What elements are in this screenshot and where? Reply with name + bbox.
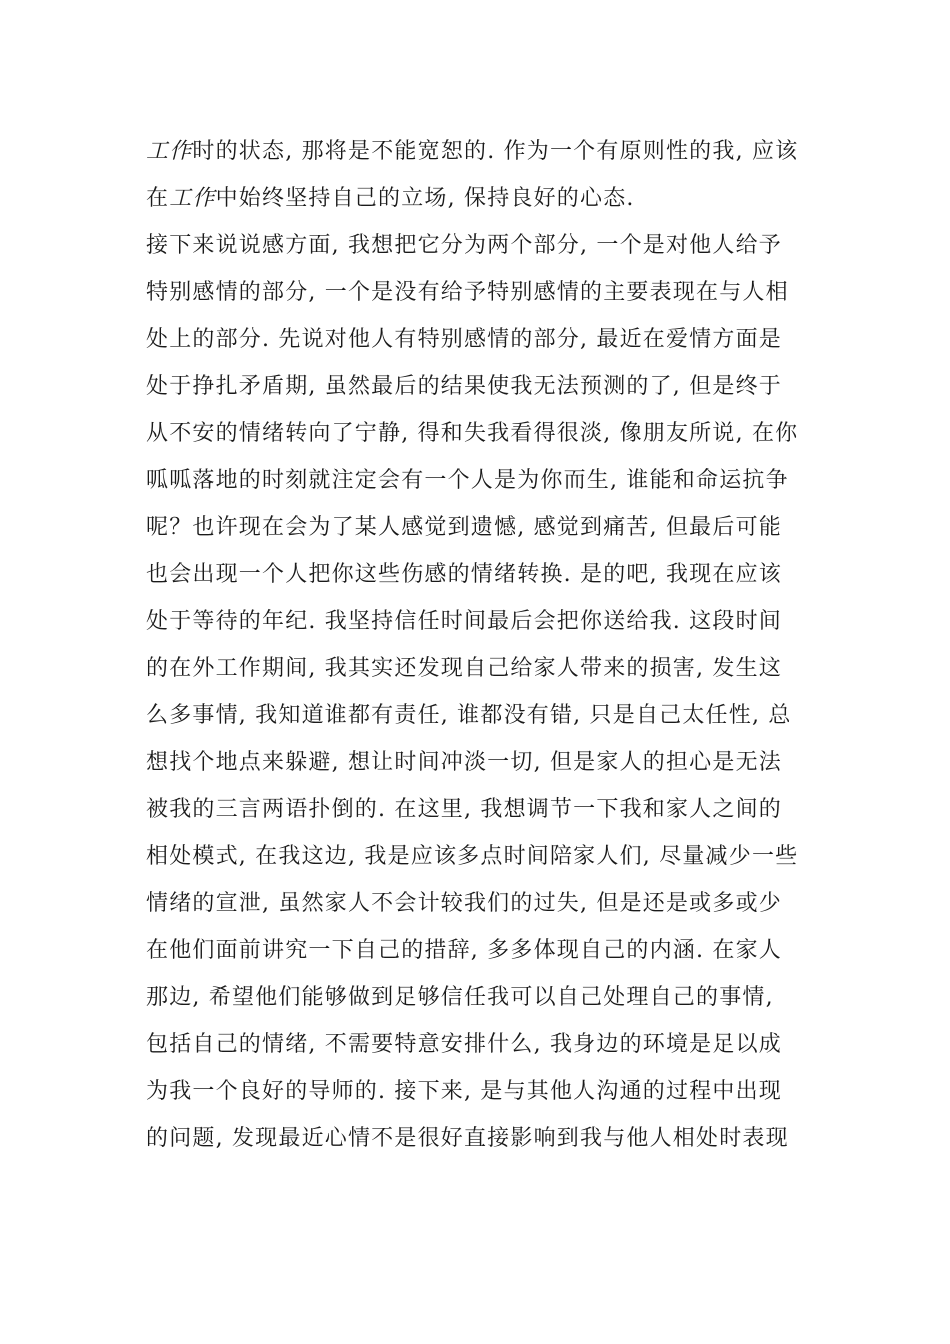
text-segment: 被我的三言两语扑倒的. 在这里, 我想调节一下我和家人之间的	[146, 797, 782, 822]
text-segment: 从不安的情绪转向了宁静, 得和失我看得很淡, 像朋友所说, 在你	[146, 421, 799, 446]
text-line	[146, 1077, 816, 1107]
text-segment: 呱呱落地的时刻就注定会有一个人是为你而生, 谁能和命运抗争	[146, 468, 789, 493]
text-segment: 也会出现一个人把你这些伤感的情绪转换. 是的吧, 我现在应该	[146, 562, 782, 587]
text-line	[146, 936, 816, 966]
text-line	[146, 513, 816, 543]
text-segment: 在	[146, 186, 170, 211]
text-segment: 为我一个良好的导师的. 接下来, 是与其他人沟通的过程中出现	[146, 1079, 782, 1104]
text-segment: 时的状态, 那将是不能宽恕的. 作为一个有原则性的我, 应该	[192, 139, 799, 164]
text-segment: 么多事情, 我知道谁都有责任, 谁都没有错, 只是自己太任性, 总	[146, 703, 792, 728]
text-line	[146, 184, 816, 214]
text-line	[146, 748, 816, 778]
text-line	[146, 654, 816, 684]
text-line	[146, 466, 816, 496]
text-line	[146, 137, 816, 167]
text-segment: 那边, 希望他们能够做到足够信任我可以自己处理自己的事情,	[146, 985, 774, 1010]
text-segment: 包括自己的情绪, 不需要特意安排什么, 我身边的环境是足以成	[146, 1032, 782, 1057]
text-segment: 在他们面前讲究一下自己的措辞, 多多体现自己的内涵. 在家人	[146, 938, 782, 963]
text-line	[146, 701, 816, 731]
emphasized-text: 工作	[146, 139, 193, 164]
text-segment: 的问题, 发现最近心情不是很好直接影响到我与他人相处时表现	[146, 1126, 789, 1151]
text-line	[146, 278, 816, 308]
text-line	[146, 419, 816, 449]
text-line	[146, 560, 816, 590]
text-segment: 中始终坚持自己的立场, 保持良好的心态.	[215, 186, 635, 211]
text-segment: 处于等待的年纪. 我坚持信任时间最后会把你送给我. 这段时间	[146, 609, 782, 634]
text-segment: 的在外工作期间, 我其实还发现自己给家人带来的损害, 发生这	[146, 656, 782, 681]
text-line	[146, 607, 816, 637]
text-line	[146, 842, 816, 872]
text-segment: 特别感情的部分, 一个是没有给予特别感情的主要表现在与人相	[146, 280, 789, 305]
text-segment: 处于挣扎矛盾期, 虽然最后的结果使我无法预测的了, 但是终于	[146, 374, 782, 399]
text-line	[146, 795, 816, 825]
text-segment: 想找个地点来躲避, 想让时间冲淡一切, 但是家人的担心是无法	[146, 750, 782, 775]
text-line	[146, 231, 816, 261]
text-line	[146, 325, 816, 355]
text-segment: 处上的部分. 先说对他人有特别感情的部分, 最近在爱情方面是	[146, 327, 782, 352]
text-segment: 情绪的宣泄, 虽然家人不会计较我们的过失, 但是还是或多或少	[146, 891, 782, 916]
text-line	[146, 1124, 816, 1154]
text-segment: 接下来说说感方面, 我想把它分为两个部分, 一个是对他人给予	[146, 233, 782, 258]
text-segment: 相处模式, 在我这边, 我是应该多点时间陪家人们, 尽量减少一些	[146, 844, 799, 869]
text-line	[146, 1030, 816, 1060]
text-line	[146, 983, 816, 1013]
text-line	[146, 889, 816, 919]
text-segment: 呢？也许现在会为了某人感觉到遗憾, 感觉到痛苦, 但最后可能	[146, 515, 782, 540]
text-line	[146, 372, 816, 402]
emphasized-text: 工作	[169, 186, 216, 211]
